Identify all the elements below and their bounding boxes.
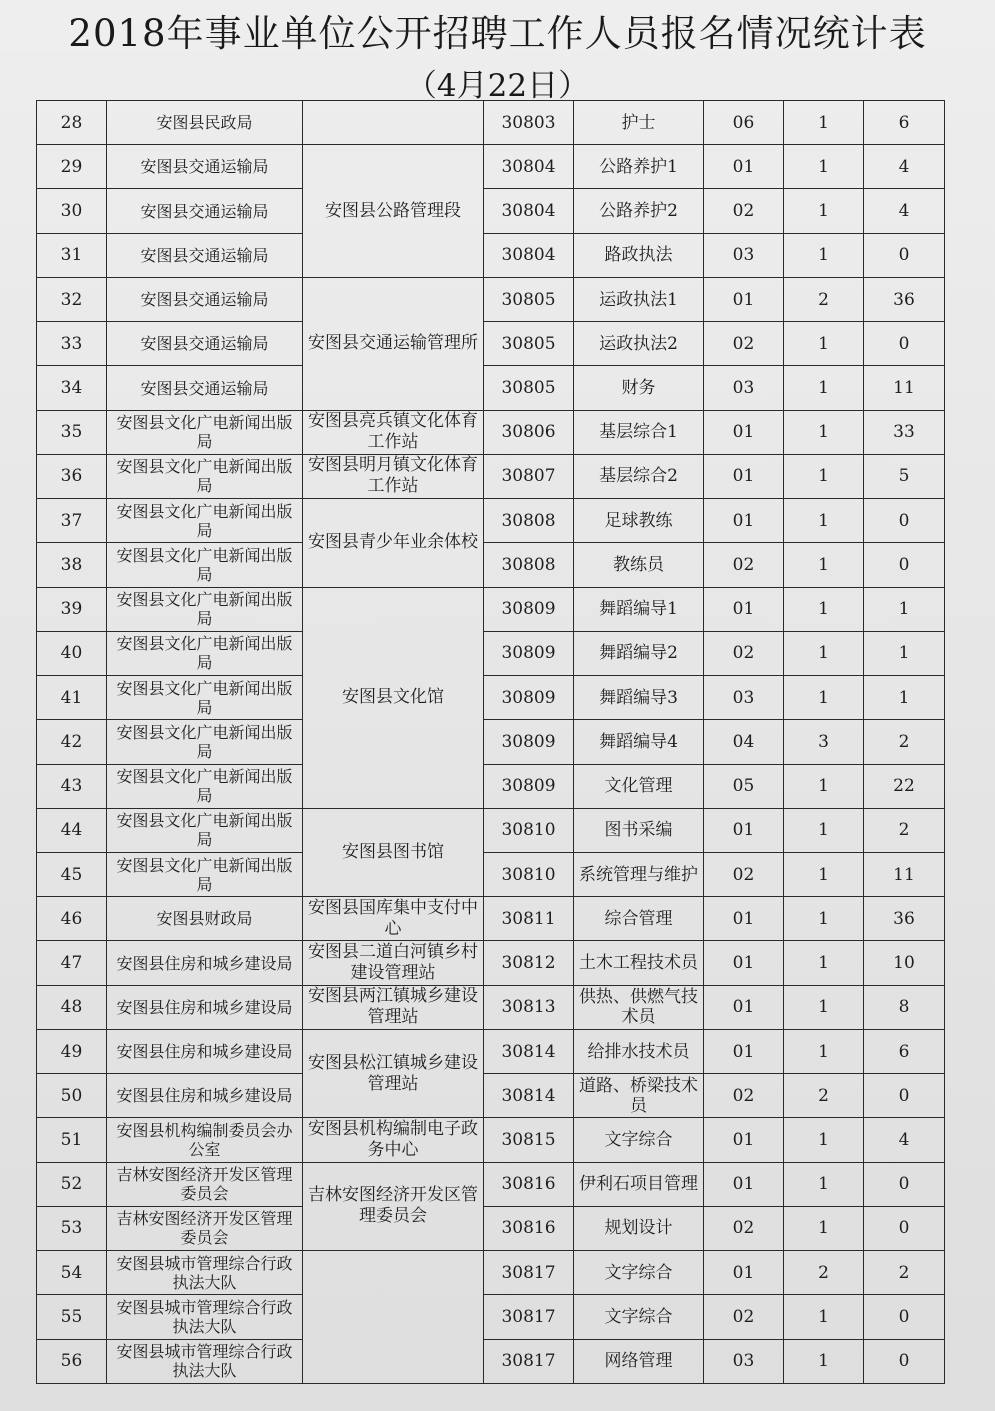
department-name: 安图县交通运输局: [107, 277, 303, 321]
unit-code: 30813: [484, 985, 574, 1029]
department-name: 安图县住房和城乡建设局: [107, 985, 303, 1029]
unit-code: 30816: [484, 1162, 574, 1206]
planned-hires: 2: [784, 277, 864, 321]
position-code: 01: [704, 587, 784, 631]
table-row: [37, 587, 945, 631]
position-name: 舞蹈编导2: [574, 631, 704, 675]
row-number: 28: [37, 101, 107, 145]
applicant-count: 0: [864, 1339, 945, 1383]
row-number: 29: [37, 145, 107, 189]
applicant-count: 5: [864, 454, 945, 498]
position-name: 公路养护1: [574, 145, 704, 189]
table-row: [37, 101, 945, 145]
applicant-count: 1: [864, 631, 945, 675]
position-code: 01: [704, 941, 784, 985]
position-code: 02: [704, 1206, 784, 1250]
table-row: [37, 941, 945, 985]
row-number: 38: [37, 543, 107, 587]
row-number: 55: [37, 1295, 107, 1339]
department-name: 安图县交通运输局: [107, 145, 303, 189]
unit-code: 30816: [484, 1206, 574, 1250]
applicant-count: 2: [864, 720, 945, 764]
table-row: [37, 1162, 945, 1206]
position-code: 05: [704, 764, 784, 808]
department-name: 吉林安图经济开发区管理委员会: [107, 1206, 303, 1250]
applicant-count: 6: [864, 101, 945, 145]
employer-unit: 吉林安图经济开发区管理委员会: [303, 1162, 484, 1250]
row-number: 46: [37, 897, 107, 941]
department-name: 安图县交通运输局: [107, 233, 303, 277]
department-name: 安图县文化广电新闻出版局: [107, 720, 303, 764]
department-name: 安图县交通运输局: [107, 189, 303, 233]
position-code: 01: [704, 454, 784, 498]
unit-code: 30808: [484, 543, 574, 587]
unit-code: 30805: [484, 366, 574, 410]
applicant-count: 22: [864, 764, 945, 808]
employer-unit: 安图县明月镇文化体育工作站: [303, 454, 484, 498]
department-name: 安图县城市管理综合行政执法大队: [107, 1251, 303, 1295]
unit-code: 30805: [484, 322, 574, 366]
planned-hires: 1: [784, 410, 864, 454]
position-code: 01: [704, 410, 784, 454]
position-code: 02: [704, 189, 784, 233]
department-name: 安图县文化广电新闻出版局: [107, 808, 303, 852]
row-number: 52: [37, 1162, 107, 1206]
applicant-count: 33: [864, 410, 945, 454]
applicant-count: 11: [864, 366, 945, 410]
position-name: 公路养护2: [574, 189, 704, 233]
department-name: 安图县财政局: [107, 897, 303, 941]
applicant-count: 6: [864, 1029, 945, 1073]
unit-code: 30814: [484, 1074, 574, 1118]
table-row: [37, 410, 945, 454]
position-code: 03: [704, 233, 784, 277]
position-code: 02: [704, 852, 784, 896]
planned-hires: 1: [784, 1029, 864, 1073]
unit-code: 30815: [484, 1118, 574, 1162]
position-code: 01: [704, 985, 784, 1029]
applicant-count: 0: [864, 1074, 945, 1118]
table-body: [37, 101, 945, 1384]
row-number: 33: [37, 322, 107, 366]
table-row: [37, 1251, 945, 1295]
position-code: 03: [704, 366, 784, 410]
department-name: 安图县文化广电新闻出版局: [107, 631, 303, 675]
position-name: 文字综合: [574, 1251, 704, 1295]
position-name: 系统管理与维护: [574, 852, 704, 896]
unit-code: 30804: [484, 189, 574, 233]
employer-unit: [303, 1251, 484, 1384]
position-name: 基层综合2: [574, 454, 704, 498]
applicant-count: 10: [864, 941, 945, 985]
applicant-count: 0: [864, 322, 945, 366]
applicant-count: 1: [864, 587, 945, 631]
unit-code: 30814: [484, 1029, 574, 1073]
unit-code: 30808: [484, 499, 574, 543]
position-code: 01: [704, 145, 784, 189]
applicant-count: 0: [864, 233, 945, 277]
table-row: [37, 145, 945, 189]
planned-hires: 1: [784, 454, 864, 498]
applicant-count: 1: [864, 676, 945, 720]
table-row: [37, 1074, 945, 1118]
employer-unit: 安图县青少年业余体校: [303, 499, 484, 587]
employer-unit: [303, 101, 484, 145]
position-name: 综合管理: [574, 897, 704, 941]
department-name: 安图县文化广电新闻出版局: [107, 543, 303, 587]
planned-hires: 2: [784, 1074, 864, 1118]
position-code: 02: [704, 631, 784, 675]
position-name: 规划设计: [574, 1206, 704, 1250]
row-number: 36: [37, 454, 107, 498]
row-number: 45: [37, 852, 107, 896]
planned-hires: 1: [784, 189, 864, 233]
table-row: [37, 1295, 945, 1339]
department-name: 安图县住房和城乡建设局: [107, 1029, 303, 1073]
applicant-count: 36: [864, 277, 945, 321]
unit-code: 30809: [484, 676, 574, 720]
department-name: 安图县文化广电新闻出版局: [107, 764, 303, 808]
row-number: 31: [37, 233, 107, 277]
row-number: 47: [37, 941, 107, 985]
position-name: 图书采编: [574, 808, 704, 852]
position-name: 运政执法2: [574, 322, 704, 366]
position-name: 土木工程技术员: [574, 941, 704, 985]
applicant-count: 4: [864, 145, 945, 189]
planned-hires: 1: [784, 808, 864, 852]
employer-unit: 安图县亮兵镇文化体育工作站: [303, 410, 484, 454]
row-number: 51: [37, 1118, 107, 1162]
unit-code: 30806: [484, 410, 574, 454]
position-code: 03: [704, 1339, 784, 1383]
position-code: 01: [704, 897, 784, 941]
department-name: 安图县机构编制委员会办公室: [107, 1118, 303, 1162]
department-name: 安图县文化广电新闻出版局: [107, 676, 303, 720]
table-row: [37, 543, 945, 587]
position-code: 01: [704, 1029, 784, 1073]
employer-unit: 安图县两江镇城乡建设管理站: [303, 985, 484, 1029]
position-name: 基层综合1: [574, 410, 704, 454]
employer-unit: 安图县松江镇城乡建设管理站: [303, 1029, 484, 1117]
unit-code: 30817: [484, 1339, 574, 1383]
table-row: [37, 808, 945, 852]
planned-hires: 1: [784, 366, 864, 410]
department-name: 安图县住房和城乡建设局: [107, 1074, 303, 1118]
applicant-count: 0: [864, 1206, 945, 1250]
position-code: 01: [704, 1118, 784, 1162]
table-row: [37, 366, 945, 410]
position-name: 运政执法1: [574, 277, 704, 321]
table-row: [37, 1206, 945, 1250]
planned-hires: 1: [784, 676, 864, 720]
row-number: 44: [37, 808, 107, 852]
row-number: 43: [37, 764, 107, 808]
applicant-count: 2: [864, 808, 945, 852]
department-name: 安图县文化广电新闻出版局: [107, 410, 303, 454]
table-row: [37, 897, 945, 941]
planned-hires: 1: [784, 1118, 864, 1162]
document-date: （4月22日）: [405, 68, 590, 104]
planned-hires: 1: [784, 499, 864, 543]
table-row: [37, 1118, 945, 1162]
unit-code: 30809: [484, 631, 574, 675]
table-row: [37, 1339, 945, 1383]
table-row: [37, 499, 945, 543]
planned-hires: 1: [784, 897, 864, 941]
unit-code: 30805: [484, 277, 574, 321]
planned-hires: 1: [784, 764, 864, 808]
table-row: [37, 322, 945, 366]
table-row: [37, 720, 945, 764]
department-name: 安图县城市管理综合行政执法大队: [107, 1295, 303, 1339]
department-name: 安图县城市管理综合行政执法大队: [107, 1339, 303, 1383]
planned-hires: 1: [784, 543, 864, 587]
position-code: 01: [704, 1162, 784, 1206]
department-name: 安图县文化广电新闻出版局: [107, 454, 303, 498]
employer-unit: 安图县二道白河镇乡村建设管理站: [303, 941, 484, 985]
department-name: 吉林安图经济开发区管理委员会: [107, 1162, 303, 1206]
employer-unit: 安图县交通运输管理所: [303, 277, 484, 410]
position-name: 供热、供燃气技术员: [574, 985, 704, 1029]
department-name: 安图县住房和城乡建设局: [107, 941, 303, 985]
table-row: [37, 985, 945, 1029]
planned-hires: 1: [784, 233, 864, 277]
department-name: 安图县交通运输局: [107, 322, 303, 366]
planned-hires: 1: [784, 1339, 864, 1383]
applicant-count: 0: [864, 1162, 945, 1206]
position-code: 02: [704, 322, 784, 366]
unit-code: 30809: [484, 720, 574, 764]
planned-hires: 2: [784, 1251, 864, 1295]
row-number: 40: [37, 631, 107, 675]
applicant-count: 4: [864, 1118, 945, 1162]
registration-table: [36, 100, 945, 1384]
planned-hires: 1: [784, 1206, 864, 1250]
position-name: 文字综合: [574, 1118, 704, 1162]
employer-unit: 安图县文化馆: [303, 587, 484, 808]
employer-unit: 安图县公路管理段: [303, 145, 484, 278]
position-name: 路政执法: [574, 233, 704, 277]
table-row: [37, 454, 945, 498]
row-number: 48: [37, 985, 107, 1029]
unit-code: 30817: [484, 1251, 574, 1295]
planned-hires: 1: [784, 1295, 864, 1339]
position-name: 网络管理: [574, 1339, 704, 1383]
planned-hires: 1: [784, 322, 864, 366]
planned-hires: 3: [784, 720, 864, 764]
position-name: 舞蹈编导4: [574, 720, 704, 764]
row-number: 50: [37, 1074, 107, 1118]
position-name: 给排水技术员: [574, 1029, 704, 1073]
employer-unit: 安图县国库集中支付中心: [303, 897, 484, 941]
unit-code: 30807: [484, 454, 574, 498]
position-name: 教练员: [574, 543, 704, 587]
table-row: [37, 1029, 945, 1073]
unit-code: 30804: [484, 233, 574, 277]
row-number: 34: [37, 366, 107, 410]
table-row: [37, 233, 945, 277]
position-code: 02: [704, 1074, 784, 1118]
row-number: 39: [37, 587, 107, 631]
row-number: 32: [37, 277, 107, 321]
row-number: 30: [37, 189, 107, 233]
position-name: 财务: [574, 366, 704, 410]
row-number: 42: [37, 720, 107, 764]
position-code: 01: [704, 808, 784, 852]
unit-code: 30811: [484, 897, 574, 941]
row-number: 37: [37, 499, 107, 543]
planned-hires: 1: [784, 631, 864, 675]
row-number: 35: [37, 410, 107, 454]
table-row: [37, 277, 945, 321]
position-name: 护士: [574, 101, 704, 145]
table-row: [37, 631, 945, 675]
applicant-count: 0: [864, 543, 945, 587]
table-row: [37, 852, 945, 896]
unit-code: 30804: [484, 145, 574, 189]
unit-code: 30809: [484, 764, 574, 808]
position-code: 03: [704, 676, 784, 720]
position-code: 01: [704, 277, 784, 321]
unit-code: 30803: [484, 101, 574, 145]
applicant-count: 36: [864, 897, 945, 941]
position-name: 舞蹈编导3: [574, 676, 704, 720]
applicant-count: 8: [864, 985, 945, 1029]
department-name: 安图县文化广电新闻出版局: [107, 499, 303, 543]
applicant-count: 11: [864, 852, 945, 896]
table-row: [37, 764, 945, 808]
unit-code: 30812: [484, 941, 574, 985]
planned-hires: 1: [784, 941, 864, 985]
position-code: 01: [704, 1251, 784, 1295]
position-code: 06: [704, 101, 784, 145]
position-code: 02: [704, 1295, 784, 1339]
planned-hires: 1: [784, 1162, 864, 1206]
table-row: [37, 676, 945, 720]
applicant-count: 0: [864, 1295, 945, 1339]
department-name: 安图县文化广电新闻出版局: [107, 587, 303, 631]
employer-unit: 安图县机构编制电子政务中心: [303, 1118, 484, 1162]
department-name: 安图县文化广电新闻出版局: [107, 852, 303, 896]
unit-code: 30810: [484, 808, 574, 852]
applicant-count: 0: [864, 499, 945, 543]
unit-code: 30810: [484, 852, 574, 896]
department-name: 安图县民政局: [107, 101, 303, 145]
position-name: 伊利石项目管理: [574, 1162, 704, 1206]
document-title: 2018年事业单位公开招聘工作人员报名情况统计表: [68, 12, 927, 55]
position-name: 文化管理: [574, 764, 704, 808]
row-number: 49: [37, 1029, 107, 1073]
position-name: 文字综合: [574, 1295, 704, 1339]
applicant-count: 4: [864, 189, 945, 233]
planned-hires: 1: [784, 985, 864, 1029]
unit-code: 30817: [484, 1295, 574, 1339]
row-number: 56: [37, 1339, 107, 1383]
planned-hires: 1: [784, 101, 864, 145]
row-number: 41: [37, 676, 107, 720]
applicant-count: 2: [864, 1251, 945, 1295]
position-code: 01: [704, 499, 784, 543]
row-number: 54: [37, 1251, 107, 1295]
planned-hires: 1: [784, 587, 864, 631]
position-name: 舞蹈编导1: [574, 587, 704, 631]
position-name: 足球教练: [574, 499, 704, 543]
unit-code: 30809: [484, 587, 574, 631]
position-name: 道路、桥梁技术员: [574, 1074, 704, 1118]
department-name: 安图县交通运输局: [107, 366, 303, 410]
employer-unit: 安图县图书馆: [303, 808, 484, 896]
row-number: 53: [37, 1206, 107, 1250]
position-code: 04: [704, 720, 784, 764]
position-code: 02: [704, 543, 784, 587]
planned-hires: 1: [784, 145, 864, 189]
table-row: [37, 189, 945, 233]
planned-hires: 1: [784, 852, 864, 896]
